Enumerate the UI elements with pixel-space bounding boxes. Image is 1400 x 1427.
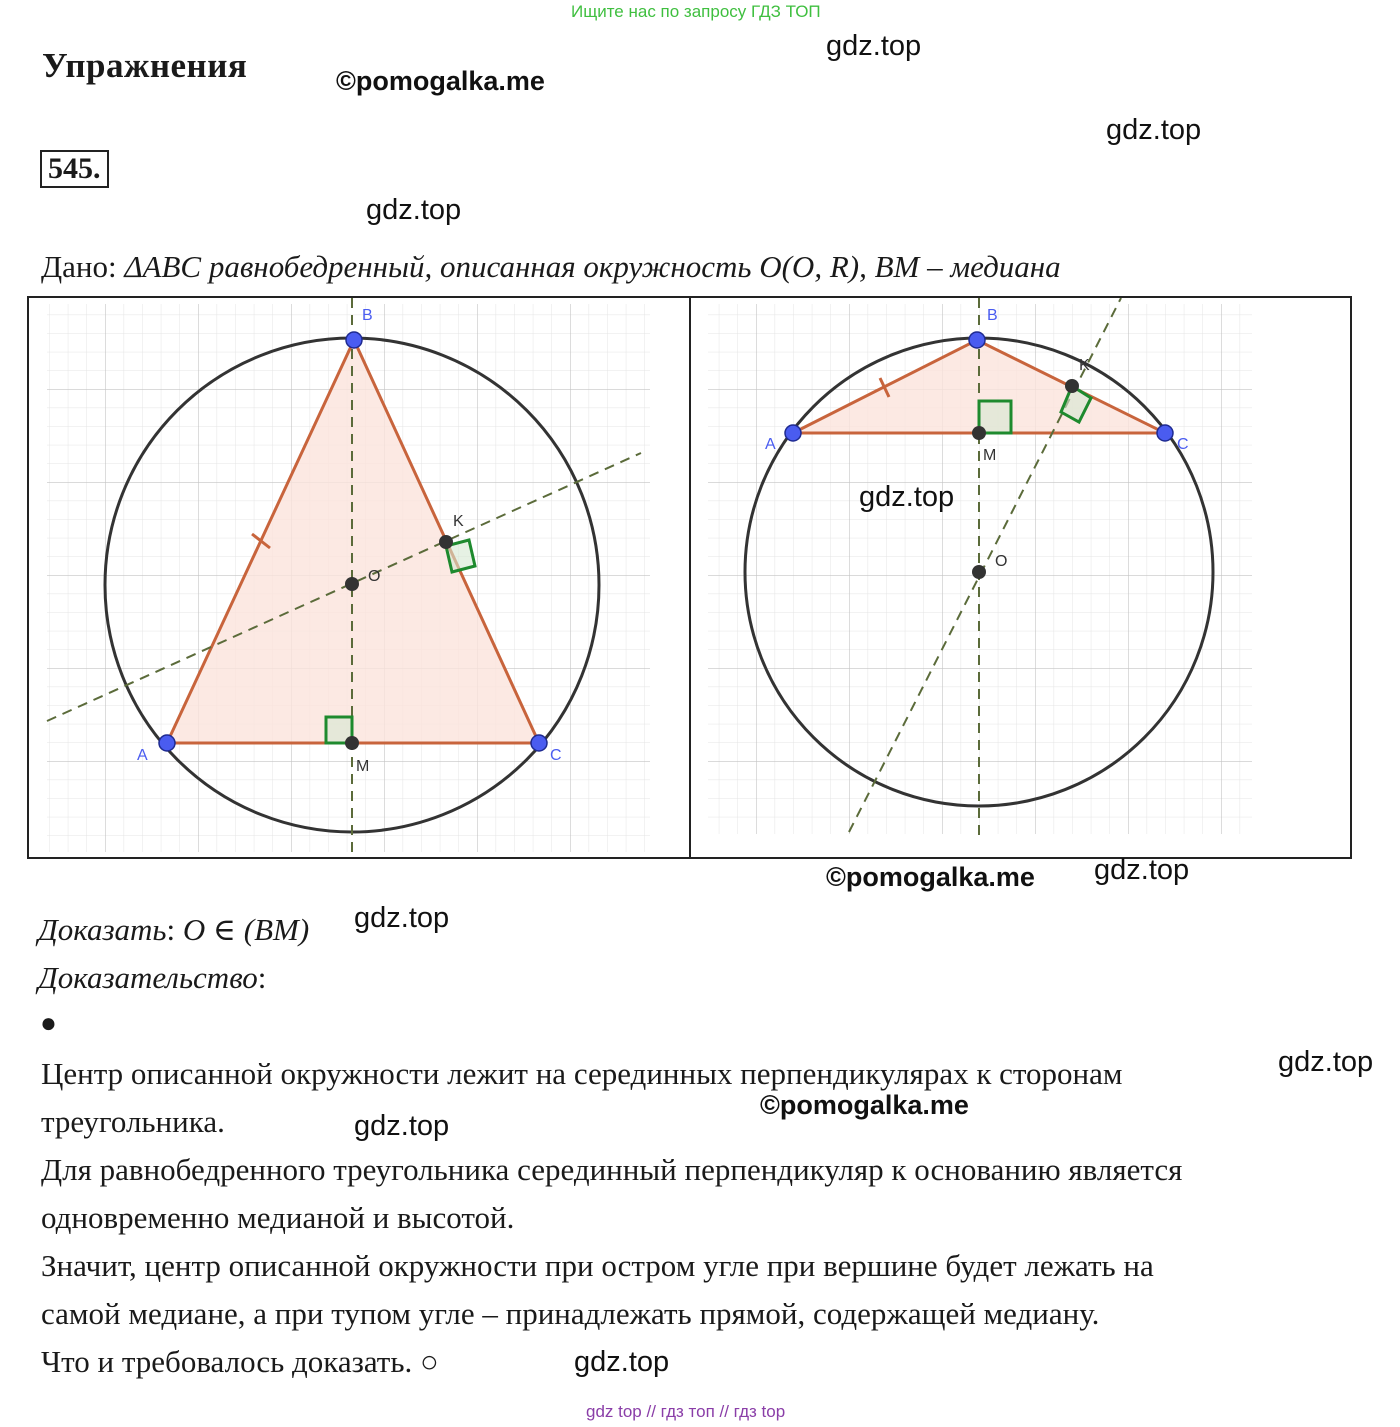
footer-links: gdz top // гдз топ // гдз top [586,1402,786,1421]
right-label-o: O [995,553,1008,570]
right-point-k [1065,379,1079,393]
left-point-c [531,735,547,751]
left-label-m: M [356,758,370,775]
proof-p3-line2: самой медиане, а при тупом угле – принадлежать прямой, содержащей медиану. [41,1296,1100,1331]
watermark-gdz: gdz.top [366,194,462,226]
proof-p1-line1: Центр описанной окружности лежит на серединных перпендикулярах к сторонам [41,1056,1123,1091]
figures-frame [27,296,1352,859]
proof-p1-line2: треугольника. [41,1104,225,1139]
proof-heading: Доказательство: [38,960,267,995]
watermark-gdz: gdz.top [859,481,955,513]
right-point-o [972,565,986,579]
watermark-gdz: gdz.top [354,1110,450,1142]
proof-bullet: ● [40,1008,57,1039]
prove-line: Доказать: O ∈ (BM) [38,912,310,947]
right-point-b [969,332,985,348]
left-point-m [345,736,359,750]
given-line [41,249,1061,285]
given-text: ΔABC равнобедренный, описанная окружность O(O, R), BM – медиана [124,249,1061,284]
watermark-gdz: gdz.top [826,30,922,62]
watermark-pomogalka: ©pomogalka.me [826,862,1035,892]
proof-p2-line1: Для равнобедренного треугольника серединный перпендикуляр к основанию является [41,1152,1183,1187]
proof-p3-line1: Значит, центр описанной окружности при остром угле при вершине будет лежать на [41,1248,1154,1283]
prove-label: Доказать [38,912,167,947]
left-point-b [346,332,362,348]
right-point-a [785,425,801,441]
exercise-number: 545. [40,150,109,188]
proof-p2-line2: одновременно медианой и высотой. [41,1200,515,1235]
watermark-pomogalka: ©pomogalka.me [336,66,545,96]
prove-statement: O ∈ (BM) [182,912,310,947]
left-figure [47,298,650,857]
left-label-b: B [362,307,373,324]
section-heading: Упражнения [42,46,248,85]
left-point-a [159,735,175,751]
right-label-m: M [983,447,997,464]
proof-conclusion: Что и требовалось доказать. ○ [41,1344,439,1379]
right-point-c [1157,425,1173,441]
figures-svg [29,298,1350,857]
watermark-gdz: gdz.top [1278,1046,1374,1078]
given-label: Дано: [41,249,125,284]
left-point-o [345,577,359,591]
left-label-o: O [368,568,381,585]
right-figure [708,298,1252,838]
watermark-gdz: gdz.top [574,1346,670,1378]
watermark-gdz: gdz.top [354,902,450,934]
search-banner: Ищите нас по запросу ГДЗ ТОП [571,2,821,21]
right-label-a: A [765,436,776,453]
right-point-m [972,426,986,440]
watermark-gdz: gdz.top [1094,854,1190,886]
left-label-k: K [453,513,464,530]
watermark-pomogalka: ©pomogalka.me [760,1090,969,1120]
watermark-gdz: gdz.top [1106,114,1202,146]
right-label-b: B [987,307,998,324]
left-point-k [439,535,453,549]
right-label-c: C [1177,436,1189,453]
proof-label: Доказательство [38,960,258,995]
left-label-c: C [550,747,562,764]
right-label-k: K [1079,357,1090,374]
left-label-a: A [137,747,148,764]
